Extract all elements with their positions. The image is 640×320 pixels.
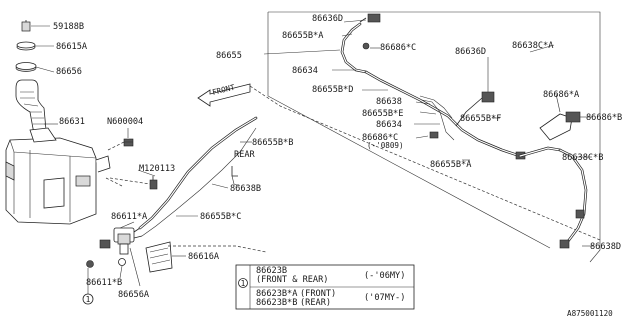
callout-86655b-e: 86655B*E: [362, 109, 404, 119]
callout-0809: (-'0809): [367, 141, 404, 150]
callout-86638c-b: 86638C*B: [562, 153, 604, 163]
legend-row2-desc: (FRONT): [300, 289, 337, 299]
callout-86686c-top: 86686*C: [380, 43, 417, 53]
callout-86631: 86631: [59, 117, 85, 127]
callout-86616a: 86616A: [188, 252, 220, 262]
legend-row1-date: (-'06MY): [364, 271, 406, 281]
reservoir-cap-assembly: [16, 20, 36, 72]
callout-86655: 86655: [216, 51, 242, 61]
callout-86655b-b: 86655B*B: [252, 138, 294, 148]
parts-legend-table: [236, 265, 414, 309]
diagram-id: A875001120: [567, 309, 613, 318]
svg-text:1: 1: [85, 295, 91, 304]
callout-86636d-top: 86636D: [312, 14, 344, 24]
legend-row1-desc: (FRONT & REAR): [256, 275, 329, 285]
callout-86655b-c: 86655B*C: [200, 212, 242, 222]
callout-86636d-mid: 86636D: [455, 47, 487, 57]
callout-86638d: 86638D: [590, 242, 622, 252]
callout-86638b: 86638B: [230, 184, 262, 194]
callout-86611a: 86611*A: [111, 212, 148, 222]
legend-row3-part: 86623B*B: [256, 298, 298, 308]
hose-clip-86616a: [146, 242, 172, 272]
callout-86686b: 86686*B: [586, 113, 623, 123]
callout-86656a: 86656A: [118, 290, 150, 300]
callout-front: FRONT: [211, 82, 236, 97]
callout-86686c-mid: 86686*C: [362, 133, 399, 143]
callout-86655b-f: 86655B*F: [460, 114, 502, 124]
tank-bolt-m120113: [150, 176, 157, 189]
callout-86655b-a-bot: 86655B*A: [430, 160, 472, 170]
callout-86655b-a-top: 86655B*A: [282, 31, 324, 41]
callout-rear: REAR: [234, 150, 255, 160]
callout-86615a: 86615A: [56, 42, 88, 52]
nozzle-86636d-top: [360, 14, 380, 22]
legend-row2-part: 86623B*A: [256, 289, 298, 299]
legend-row3-desc: (REAR): [300, 298, 332, 308]
callout-86611b: 86611*B: [86, 278, 123, 288]
nozzle-86686a: [540, 112, 580, 140]
legend-marker: 1: [240, 279, 246, 288]
callout-86634-mid: 86634: [376, 120, 402, 130]
callout-m120113: M120113: [139, 164, 176, 174]
tank-bolt-n600004: [124, 139, 133, 146]
legend-row2-date: ('07MY-): [364, 293, 406, 303]
callout-n600004: N600004: [107, 117, 144, 127]
callout-86686a: 86686*A: [543, 90, 580, 100]
callout-86656: 86656: [56, 67, 82, 77]
callout-86634-top: 86634: [292, 66, 318, 76]
callout-86638c-a: 86638C*A: [512, 41, 554, 51]
callout-86655b-d: 86655B*D: [312, 85, 354, 95]
callout-59188b: 59188B: [53, 22, 85, 32]
legend-row1-part: 86623B: [256, 266, 288, 276]
washer-tank: [6, 128, 110, 224]
filler-neck: [16, 80, 46, 134]
callout-86638: 86638: [376, 97, 402, 107]
